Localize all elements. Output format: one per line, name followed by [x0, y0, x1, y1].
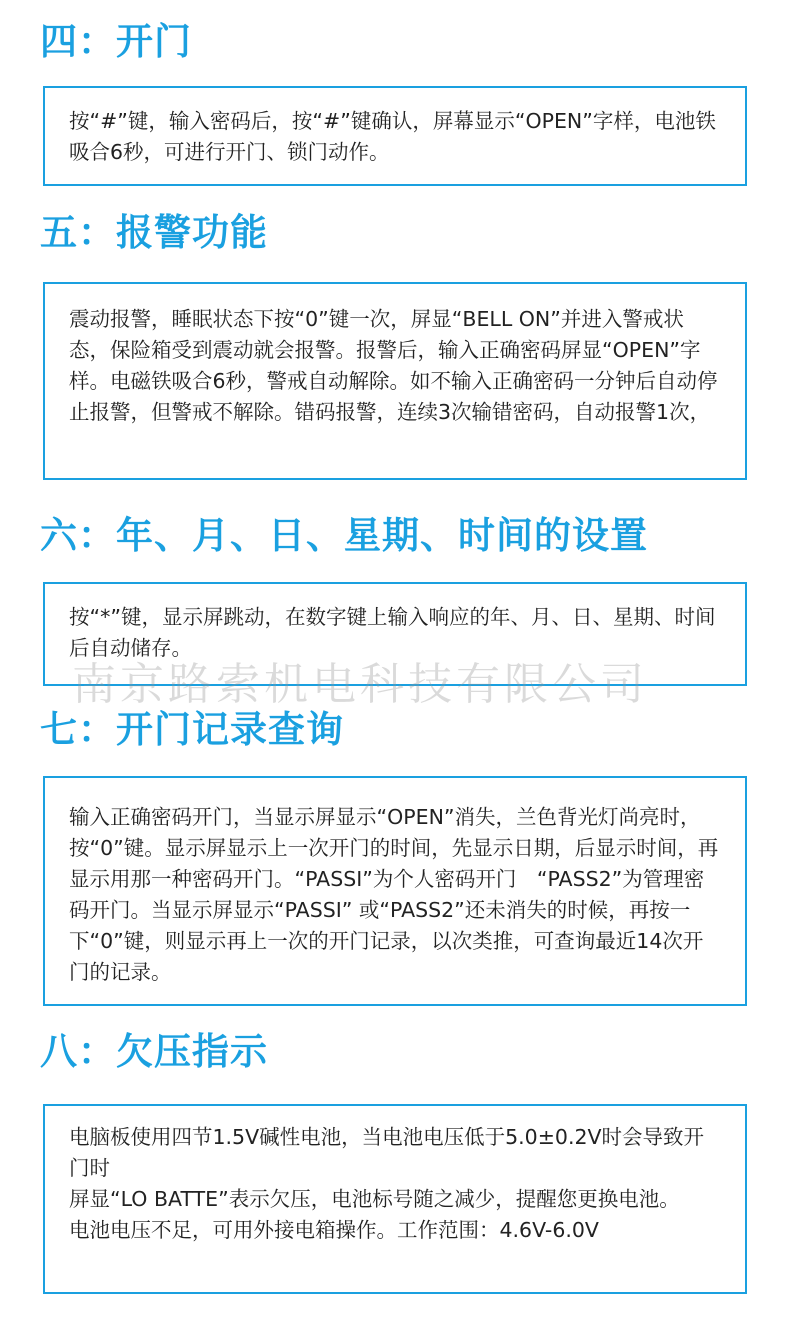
- section-box-alarm: [43, 282, 747, 480]
- section-text-line: 屏显“LO BATTE”表示欠压，电池标号随之减少，提醒您更换电池。: [69, 1187, 680, 1211]
- section-text-line: 电脑板使用四节1.5V碱性电池，当电池电压低于5.0±0.2V时会导致开门时: [69, 1125, 705, 1180]
- section-text: 按“*”键，显示屏跳动，在数字键上输入响应的年、月、日、星期、时间后自动储存。: [69, 605, 716, 660]
- section-box-low-voltage: [43, 1104, 747, 1294]
- section-heading-datetime-setting: 六：年、月、日、星期、时间的设置: [40, 514, 648, 557]
- section-text: 震动报警，睡眠状态下按“0”键一次，屏显“BELL ON”并进入警戒状态，保险箱受到震动就会报警。报警后，输入正确密码屏显“OPEN”字样。电磁铁吸合6秒，警戒自动解除。如不输入正确密码一分钟后自动停止报警，但警戒不解除。错码报警，连续3次输错密码，自动报警1次，: [69, 307, 718, 424]
- section-heading-low-voltage: 八：欠压指示: [40, 1030, 268, 1073]
- section-text-line: 电池电压不足，可用外接电箱操作。工作范围：4.6V-6.0V: [69, 1218, 599, 1242]
- section-heading-open-door: 四：开门: [40, 20, 192, 63]
- section-box-open-door: [43, 86, 747, 186]
- section-heading-door-log: 七：开门记录查询: [40, 708, 344, 751]
- section-box-door-log: [43, 776, 747, 1006]
- section-text: 按“#”键，输入密码后，按“#”键确认，屏幕显示“OPEN”字样，电池铁吸合6秒，可进行开门、锁门动作。: [69, 109, 716, 164]
- company-watermark: 南京路索机电科技有限公司: [72, 659, 648, 710]
- section-heading-alarm: 五：报警功能: [40, 211, 268, 254]
- section-text: 输入正确密码开门，当显示屏显示“OPEN”消失，兰色背光灯尚亮时，按“0”键。显示屏显示上一次开门的时间，先显示日期，后显示时间，再显示用那一种密码开门。“PASSI”为个人密码开门 “PASS2”为管理密码开门。当显示屏显示“PASSI” 或“PASS2”还未消失的时候，再按一下“0”键，则显示再上一次的开门记录，以次类推，可查询最近14次开门的记录。: [69, 805, 719, 984]
- section-box-datetime-setting: [43, 582, 747, 686]
